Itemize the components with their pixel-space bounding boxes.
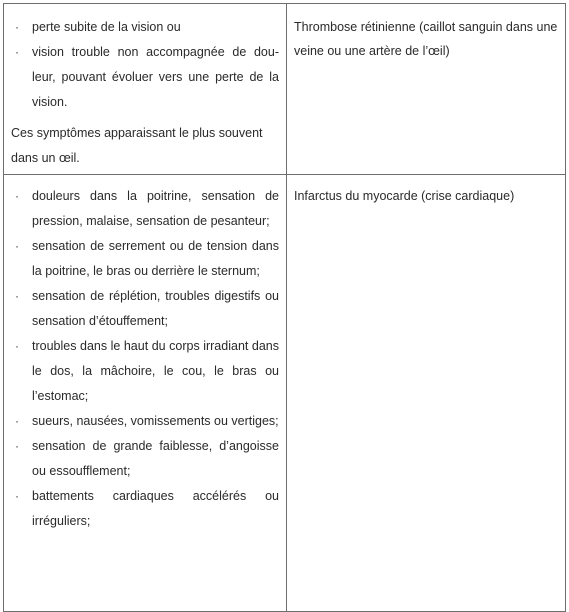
symptom-text: sensation de serrement ou de tension dans la poitrine, le bras ou derrière le sternum; bbox=[32, 239, 279, 278]
symptom-text: sensation de grande faiblesse, d’angoisse ou essoufflement; bbox=[32, 439, 279, 478]
symptoms-table bbox=[3, 3, 566, 612]
bullet-icon: · bbox=[15, 414, 19, 428]
symptom-list bbox=[11, 184, 279, 534]
condition-text: Infarctus du myocarde (crise cardiaque) bbox=[294, 189, 515, 203]
symptom-text: perte subite de la vision ou bbox=[32, 20, 181, 34]
table-row bbox=[4, 175, 566, 612]
symptom-text: douleurs dans la poitrine, sensation de pression, malaise, sensation de pesanteur; bbox=[32, 189, 279, 228]
condition-cell bbox=[287, 175, 566, 612]
table-row bbox=[4, 4, 566, 175]
list-item bbox=[11, 234, 279, 284]
list-item bbox=[11, 434, 279, 484]
symptoms-cell bbox=[4, 175, 287, 612]
bullet-icon: · bbox=[15, 489, 19, 503]
list-item bbox=[11, 284, 279, 334]
bullet-icon: · bbox=[15, 45, 19, 59]
bullet-icon: · bbox=[15, 339, 19, 353]
list-item bbox=[11, 184, 279, 234]
list-item bbox=[11, 40, 279, 115]
list-item bbox=[11, 334, 279, 409]
list-item bbox=[11, 15, 279, 40]
symptom-list bbox=[11, 15, 279, 115]
bullet-icon: · bbox=[15, 289, 19, 303]
condition-cell bbox=[287, 4, 566, 175]
symptoms-cell bbox=[4, 4, 287, 175]
bullet-icon: · bbox=[15, 189, 19, 203]
condition-text: Thrombose rétinienne (caillot sanguin dans une veine ou une artère de l’œil) bbox=[294, 20, 558, 58]
bullet-icon: · bbox=[15, 439, 19, 453]
symptom-text: sensation de réplétion, troubles digestifs ou sensation d’étouffement; bbox=[32, 289, 279, 328]
symptom-text: troubles dans le haut du corps irradiant dans le dos, la mâchoire, le cou, le bras ou l’estomac; bbox=[32, 339, 279, 403]
list-item bbox=[11, 484, 279, 534]
symptom-text: battements cardiaques accélérés ou irréguliers; bbox=[32, 489, 279, 528]
list-item bbox=[11, 409, 279, 434]
bullet-icon: · bbox=[15, 239, 19, 253]
symptom-text: sueurs, nausées, vomissements ou vertiges; bbox=[32, 414, 279, 428]
symptom-note: Ces symptômes apparaissant le plus souvent dans un œil. bbox=[11, 126, 263, 165]
bullet-icon: · bbox=[15, 20, 19, 34]
symptom-text: vision trouble non accompagnée de dou-leur, pouvant évoluer vers une perte de la vision. bbox=[32, 45, 279, 109]
